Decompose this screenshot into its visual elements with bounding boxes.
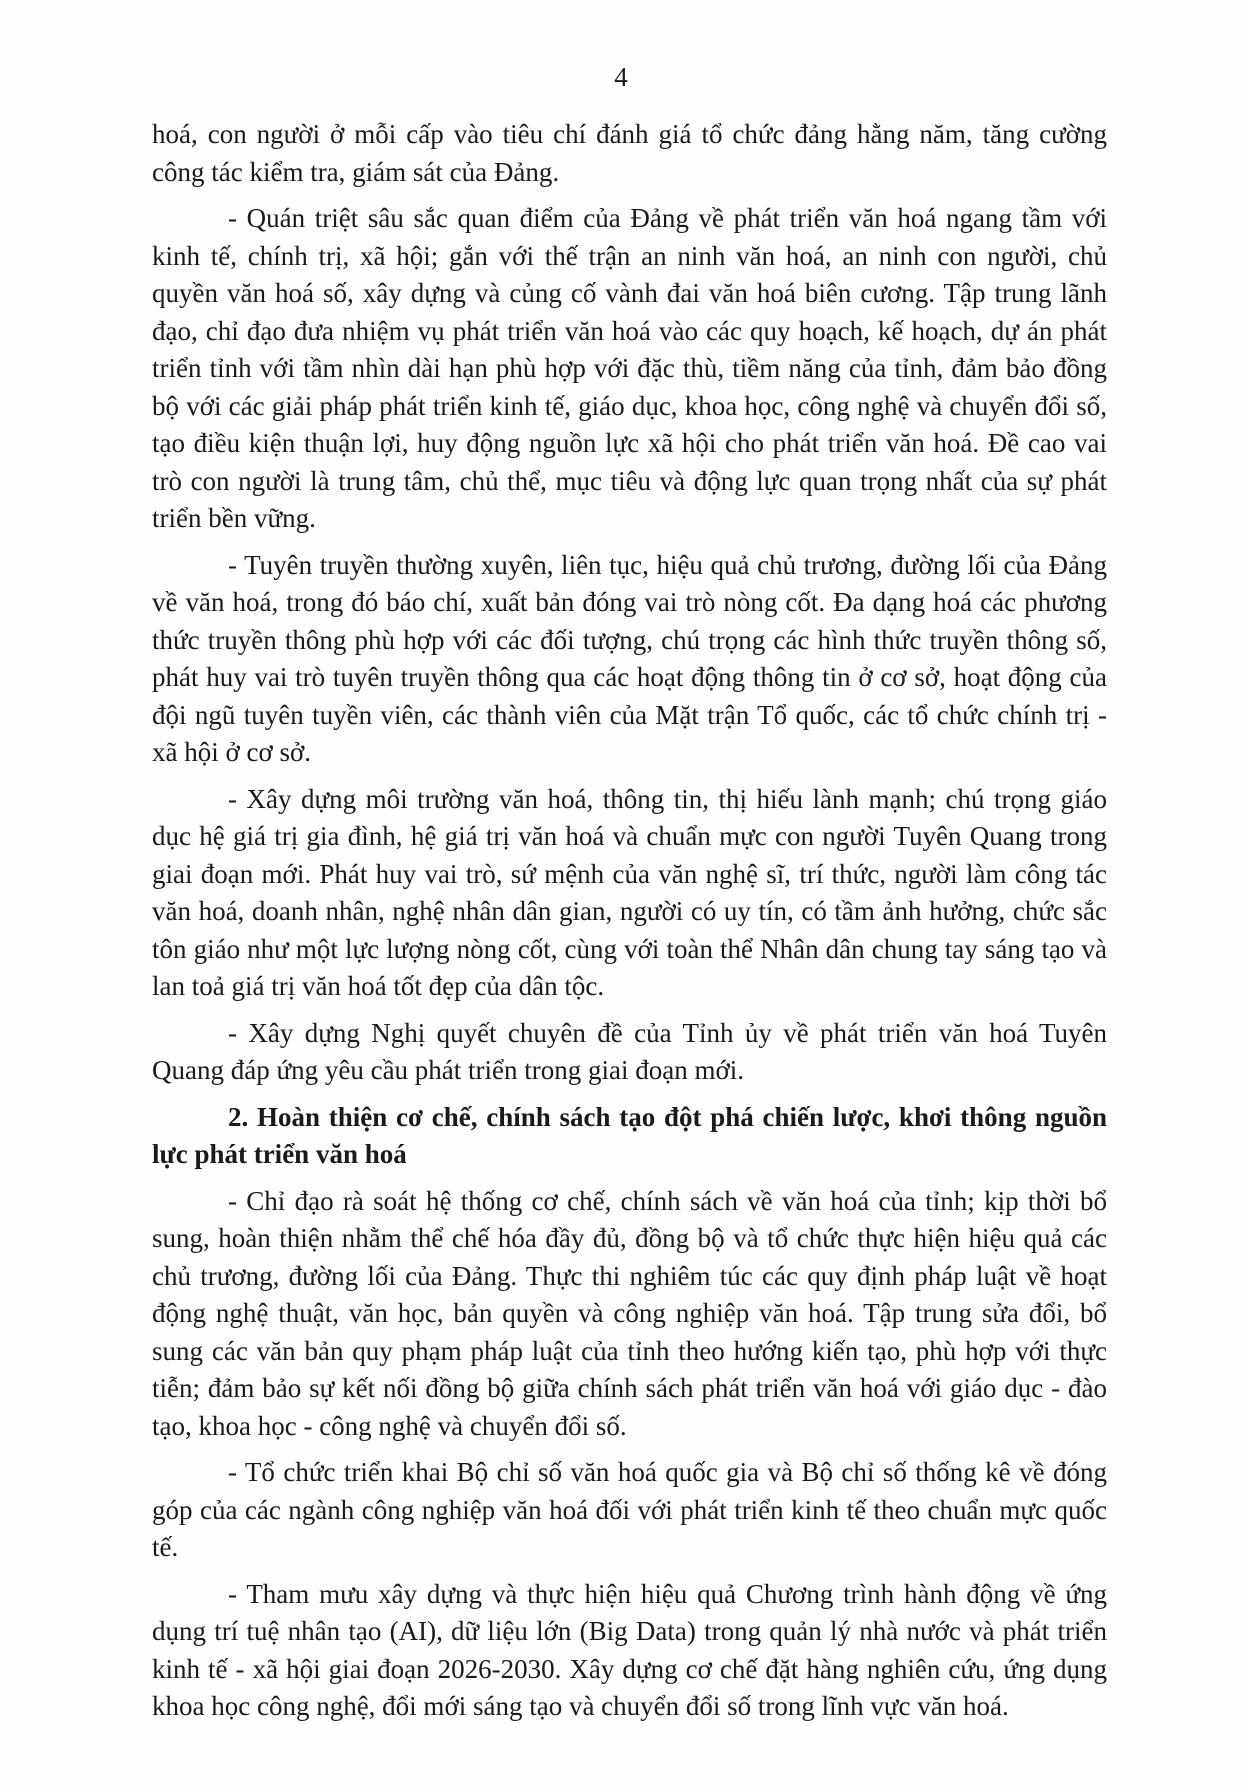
paragraph-continuation: hoá, con người ở mỗi cấp vào tiêu chí đánh giá tổ chức đảng hằng năm, tăng cường công tác kiểm tra, giám sát của Đảng.	[152, 119, 1107, 187]
section-heading: 2. Hoàn thiện cơ chế, chính sách tạo đột phá chiến lược, khơi thông nguồn lực phát triển văn hoá	[152, 1101, 1107, 1169]
document-body	[152, 116, 1107, 1735]
paragraph: - Tuyên truyền thường xuyên, liên tục, hiệu quả chủ trương, đường lối của Đảng về văn hoá, trong đó báo chí, xuất bản đóng vai trò nòng cốt. Đa dạng hoá các phương thức truyền thông phù hợp với các đối tượng, chú trọng các hình thức truyền thông số, phát huy vai trò tuyên truyền thông qua các hoạt động thông tin ở cơ sở, hoạt động của đội ngũ tuyên tuyền viên, các thành viên của Mặt trận Tổ quốc, các tổ chức chính trị - xã hội ở cơ sở.	[152, 549, 1107, 767]
page-number: 4	[614, 62, 628, 92]
paragraph: - Quán triệt sâu sắc quan điểm của Đảng về phát triển văn hoá ngang tầm với kinh tế, chính trị, xã hội; gắn với thế trận an ninh văn hoá, an ninh con người, chủ quyền văn hoá số, xây dựng và củng cố vành đai văn hoá biên cương. Tập trung lãnh đạo, chỉ đạo đưa nhiệm vụ phát triển văn hoá vào các quy hoạch, kế hoạch, dự án phát triển tỉnh với tầm nhìn dài hạn phù hợp với đặc thù, tiềm năng của tỉnh, đảm bảo đồng bộ với các giải pháp phát triển kinh tế, giáo dục, khoa học, công nghệ và chuyển đổi số, tạo điều kiện thuận lợi, huy động nguồn lực xã hội cho phát triển văn hoá. Đề cao vai trò con người là trung tâm, chủ thể, mục tiêu và động lực quan trọng nhất của sự phát triển bền vững.	[152, 203, 1107, 533]
paragraph: - Xây dựng môi trường văn hoá, thông tin, thị hiếu lành mạnh; chú trọng giáo dục hệ giá trị gia đình, hệ giá trị văn hoá và chuẩn mực con người Tuyên Quang trong giai đoạn mới. Phát huy vai trò, sứ mệnh của văn nghệ sĩ, trí thức, người làm công tác văn hoá, doanh nhân, nghệ nhân dân gian, người có uy tín, có tầm ảnh hưởng, chức sắc tôn giáo như một lực lượng nòng cốt, cùng với toàn thể Nhân dân chung tay sáng tạo và lan toả giá trị văn hoá tốt đẹp của dân tộc.	[152, 783, 1107, 1001]
paragraph: - Tổ chức triển khai Bộ chỉ số văn hoá quốc gia và Bộ chỉ số thống kê về đóng góp của các ngành công nghiệp văn hoá đối với phát triển kinh tế theo chuẩn mực quốc tế.	[152, 1457, 1107, 1562]
paragraph: - Tham mưu xây dựng và thực hiện hiệu quả Chương trình hành động về ứng dụng trí tuệ nhân tạo (AI), dữ liệu lớn (Big Data) trong quản lý nhà nước và phát triển kinh tế - xã hội giai đoạn 2026-2030. Xây dựng cơ chế đặt hàng nghiên cứu, ứng dụng khoa học công nghệ, đổi mới sáng tạo và chuyển đổi số trong lĩnh vực văn hoá.	[152, 1578, 1107, 1721]
paragraph: - Xây dựng Nghị quyết chuyên đề của Tỉnh ủy về phát triển văn hoá Tuyên Quang đáp ứng yêu cầu phát triển trong giai đoạn mới.	[152, 1017, 1107, 1085]
paragraph: - Chỉ đạo rà soát hệ thống cơ chế, chính sách về văn hoá của tỉnh; kịp thời bổ sung, hoàn thiện nhằm thể chế hóa đầy đủ, đồng bộ và tổ chức thực hiện hiệu quả các chủ trương, đường lối của Đảng. Thực thi nghiêm túc các quy định pháp luật về hoạt động nghệ thuật, văn học, bản quyền và công nghiệp văn hoá. Tập trung sửa đổi, bổ sung các văn bản quy phạm pháp luật của tỉnh theo hướng kiến tạo, phù hợp với thực tiễn; đảm bảo sự kết nối đồng bộ giữa chính sách phát triển văn hoá với giáo dục - đào tạo, khoa học - công nghệ và chuyển đổi số.	[152, 1185, 1107, 1441]
